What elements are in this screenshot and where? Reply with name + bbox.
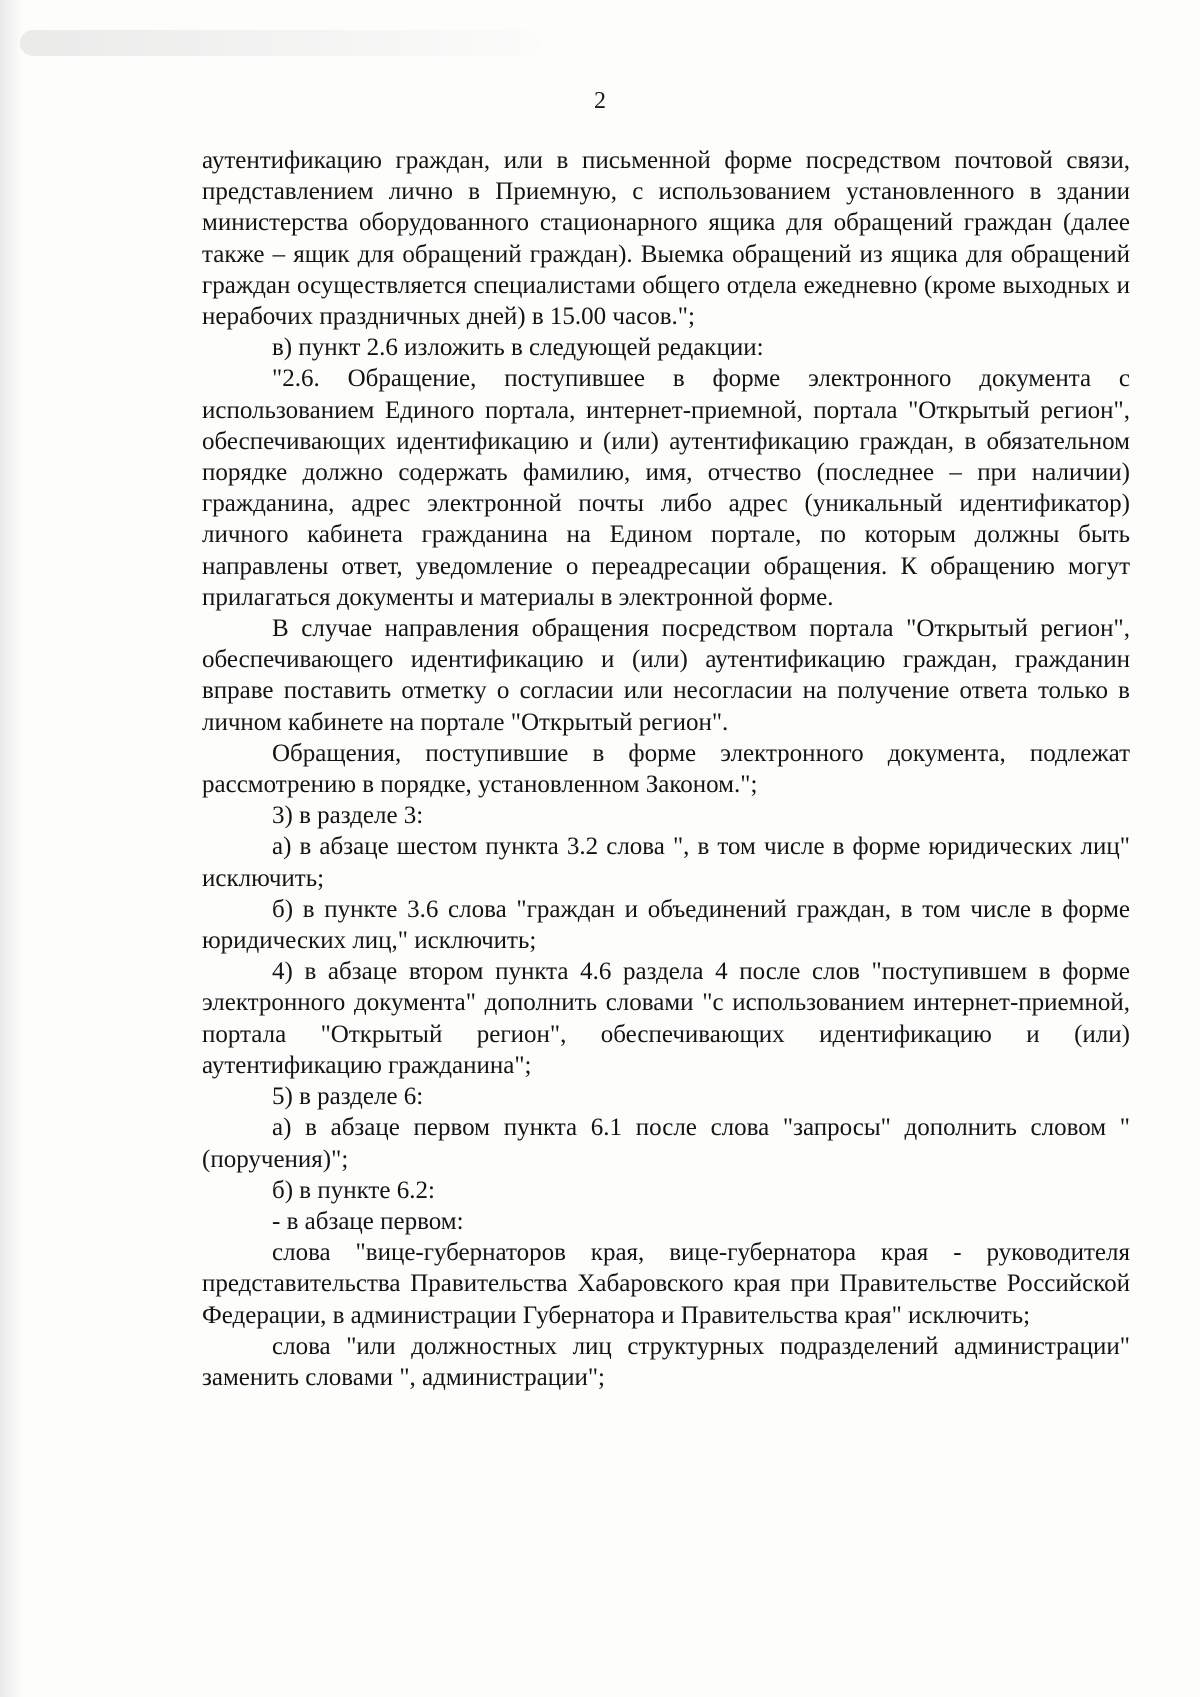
scan-smudge: [20, 30, 540, 56]
paragraph: а) в абзаце первом пункта 6.1 после слова "запросы" дополнить словом "(поручения)";: [202, 1114, 1130, 1173]
paragraph: "2.6. Обращение, поступившее в форме электронного документа с использованием Единого портала, интернет-приемной, портала "Открытый регион", обеспечивающих идентификацию и (или) аутентификацию граждан, в обязательном порядке должно содержать фамилию, имя, отчество (последнее – при наличии) гражданина, адрес электронной почты либо адрес (уникальный идентификатор) личного кабинета гражданина на Едином портале, по которым должны быть направлены ответ, уведомление о переадресации обращения. К обращению могут прилагаться документы и материалы в электронной форме.: [202, 365, 1130, 611]
page-number: 2: [594, 88, 606, 114]
paragraph: 4) в абзаце втором пункта 4.6 раздела 4 после слов "поступившем в форме электронного документа" дополнить словами "с использованием интернет-приемной, портала "Открытый регион", обеспечивающих идентификацию и (или) аутентификацию гражданина";: [202, 958, 1130, 1079]
paragraph: в) пункт 2.6 изложить в следующей редакции:: [272, 334, 764, 362]
paragraph: - в абзаце первом:: [272, 1207, 464, 1235]
paragraph: слова "или должностных лиц структурных подразделений администрации" заменить словами ", администрации";: [202, 1332, 1130, 1391]
scan-shadow: [0, 0, 22, 1697]
document-body: [202, 145, 1130, 1393]
paragraph: 5) в разделе 6:: [272, 1083, 424, 1111]
paragraph: аутентификацию граждан, или в письменной форме посредством почтовой связи, представлением лично в Приемную, с использованием установленного в здании министерства оборудованного стационарного ящика для обращений граждан (далее также – ящик для обращений граждан). Выемка обращений из ящика для обращений граждан осуществляется специалистами общего отдела ежедневно (кроме выходных и нерабочих праздничных дней) в 15.00 часов.";: [202, 147, 1130, 331]
paragraph: а) в абзаце шестом пункта 3.2 слова ", в том числе в форме юридических лиц" исключить;: [202, 833, 1130, 892]
paragraph: Обращения, поступившие в форме электронного документа, подлежат рассмотрению в порядке, установленном Законом.";: [202, 739, 1130, 799]
paragraph: В случае направления обращения посредством портала "Открытый регион", обеспечивающего идентификацию и (или) аутентификацию граждан, гражданин вправе поставить отметку о согласии или несогласии на получение ответа только в личном кабинете на портале "Открытый регион".: [202, 615, 1130, 736]
paragraph: б) в пункте 6.2:: [272, 1176, 435, 1204]
paragraph: слова "вице-губернаторов края, вице-губернатора края - руководителя представительства Правительства Хабаровского края при Правительстве Российской Федерации, в администрации Губернатора и Правительства края" исключить;: [202, 1239, 1130, 1329]
paragraph: б) в пункте 3.6 слова "граждан и объединений граждан, в том числе в форме юридических лиц," исключить;: [202, 895, 1130, 955]
paragraph: 3) в разделе 3:: [272, 802, 424, 830]
